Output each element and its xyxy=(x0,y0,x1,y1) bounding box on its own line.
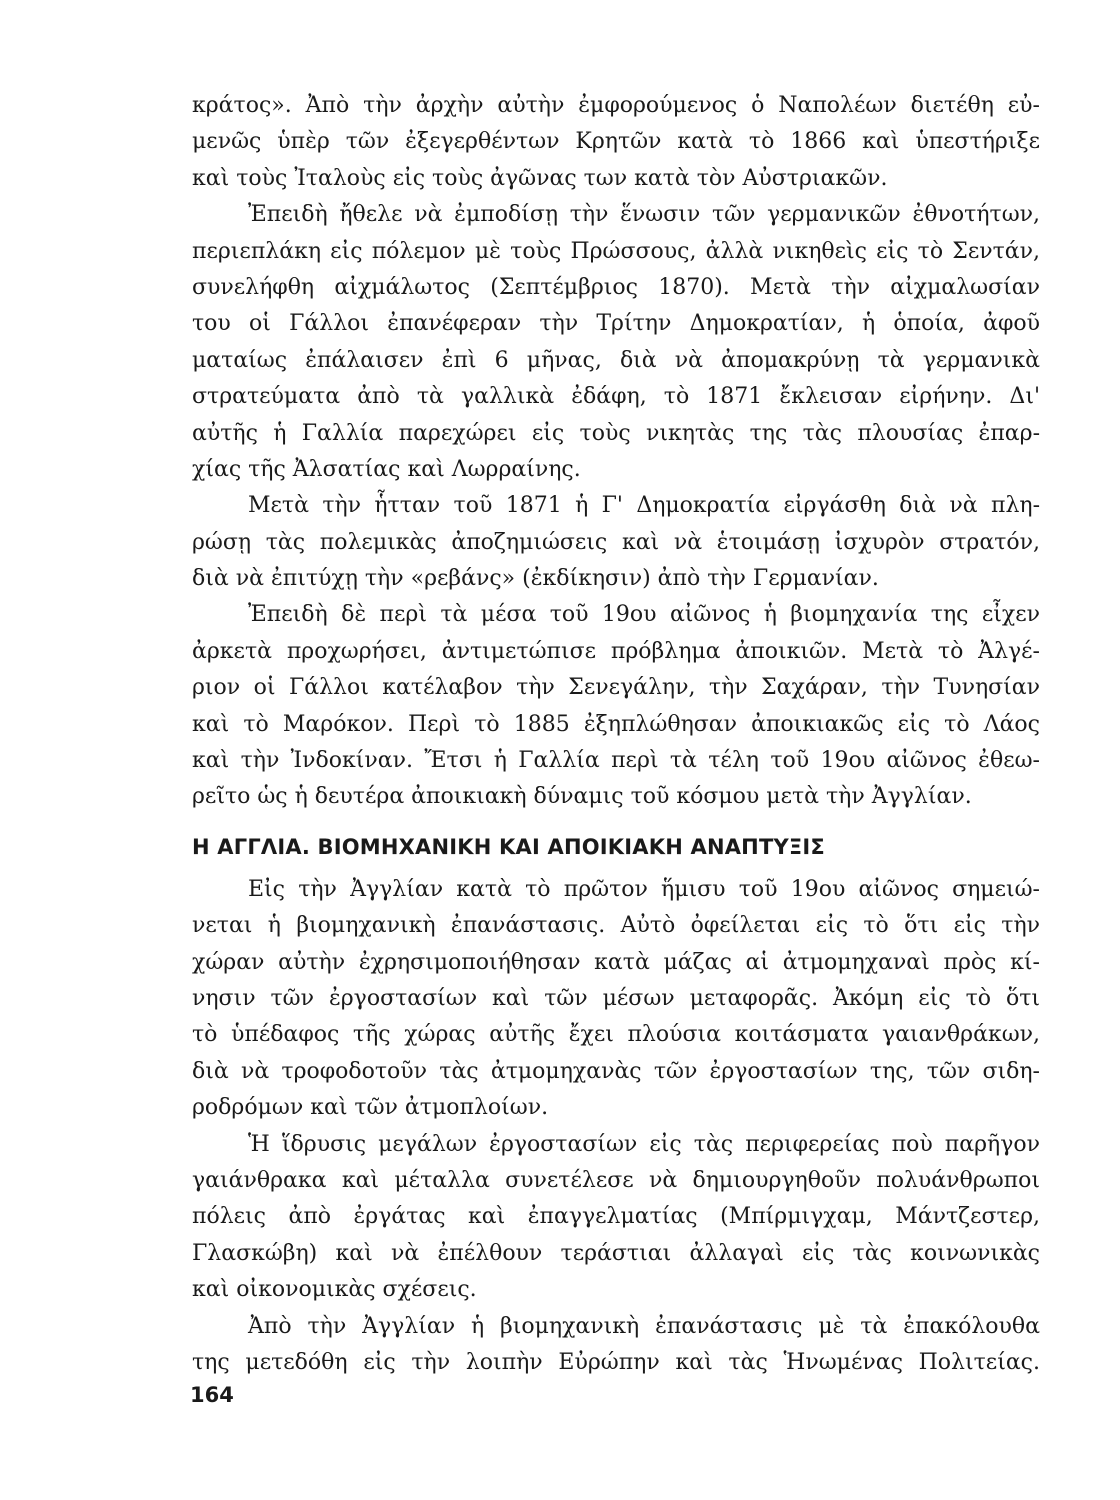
text-line: συνελήφθη αἰχμάλωτος (Σεπτέμβριος 1870). Μετὰ τὴν αἰχμαλωσίαν xyxy=(192,274,1040,300)
text-line: νησιν τῶν ἐργοστασίων καὶ τῶν μέσων μεταφορᾶς. Ἀκόμη εἰς τὸ ὅτι xyxy=(192,985,1040,1011)
body-text xyxy=(192,88,1040,1381)
text-line: ματαίως ἐπάλαισεν ἐπὶ 6 μῆνας, διὰ νὰ ἀπομακρύνῃ τὰ γερμανικὰ xyxy=(192,347,1040,373)
text-line: διὰ νὰ ἐπιτύχῃ τὴν «ρεβάνς» (ἐκδίκησιν) ἀπὸ τὴν Γερμανίαν. xyxy=(192,566,879,592)
text-line: γαιάνθρακα καὶ μέταλλα συνετέλεσε νὰ δημιουργηθοῦν πολυάνθρωποι xyxy=(192,1167,1040,1193)
text-line: ροδρόμων καὶ τῶν ἀτμοπλοίων. xyxy=(192,1095,549,1121)
page-number: 164 xyxy=(190,1383,234,1407)
text-line: Μετὰ τὴν ἧτταν τοῦ 1871 ἡ Γ' Δημοκρατία εἰργάσθη διὰ νὰ πλη- xyxy=(248,493,1040,519)
text-line: καὶ τὴν Ἰνδοκίναν. Ἔτσι ἡ Γαλλία περὶ τὰ τέλη τοῦ 19ου αἰῶνος ἐθεω- xyxy=(192,748,1040,774)
text-line: περιεπλάκη εἰς πόλεμον μὲ τοὺς Πρώσσους, ἀλλὰ νικηθεὶς εἰς τὸ Σεντάν, xyxy=(192,238,1040,264)
text-line: διὰ νὰ τροφοδοτοῦν τὰς ἀτμομηχανὰς τῶν ἐργοστασίων της, τῶν σιδη- xyxy=(192,1058,1040,1084)
text-line: χίας τῆς Ἀλσατίας καὶ Λωρραίνης. xyxy=(192,456,581,482)
text-line: Ἡ ἵδρυσις μεγάλων ἐργοστασίων εἰς τὰς περιφερείας ποὺ παρῆγον xyxy=(248,1131,1040,1157)
text-line: αὐτῆς ἡ Γαλλία παρεχώρει εἰς τοὺς νικητὰς της τὰς πλουσίας ἐπαρ- xyxy=(192,420,1040,446)
text-line: Εἰς τὴν Ἀγγλίαν κατὰ τὸ πρῶτον ἥμισυ τοῦ 19ου αἰῶνος σημειώ- xyxy=(248,876,1040,902)
text-line: καὶ τοὺς Ἰταλοὺς εἰς τοὺς ἀγῶνας των κατὰ τὸν Αὐστριακῶν. xyxy=(192,165,888,191)
text-line: Ἐπειδὴ δὲ περὶ τὰ μέσα τοῦ 19ου αἰῶνος ἡ βιομηχανία της εἶχεν xyxy=(248,602,1040,628)
text-line: Ἀπὸ τὴν Ἀγγλίαν ἡ βιομηχανικὴ ἐπανάστασις μὲ τὰ ἐπακόλουθα xyxy=(248,1313,1040,1339)
text-line: κράτος». Ἀπὸ τὴν ἀρχὴν αὐτὴν ἐμφορούμενος ὁ Ναπολέων διετέθη εὐ- xyxy=(192,93,1040,118)
text-line: μενῶς ὑπὲρ τῶν ἐξεγερθέντων Κρητῶν κατὰ τὸ 1866 καὶ ὑπεστήριξε xyxy=(192,129,1040,155)
text-line: χώραν αὐτὴν ἐχρησιμοποιήθησαν κατὰ μάζας αἱ ἀτμομηχαναὶ πρὸς κί- xyxy=(192,949,1040,975)
text-line: νεται ἡ βιομηχανικὴ ἐπανάστασις. Αὐτὸ ὀφείλεται εἰς τὸ ὅτι εἰς τὴν xyxy=(192,913,1040,939)
text-line: καὶ τὸ Μαρόκον. Περὶ τὸ 1885 ἐξηπλώθησαν ἀποικιακῶς εἰς τὸ Λάος xyxy=(192,711,1040,737)
text-line: ριον οἱ Γάλλοι κατέλαβον τὴν Σενεγάλην, τὴν Σαχάραν, τὴν Τυνησίαν xyxy=(192,675,1040,701)
text-line: ρώσῃ τὰς πολεμικὰς ἀποζημιώσεις καὶ νὰ ἑτοιμάσῃ ἰσχυρὸν στρατόν, xyxy=(192,529,1040,555)
text-line: στρατεύματα ἀπὸ τὰ γαλλικὰ ἐδάφη, τὸ 1871 ἔκλεισαν εἰρήνην. Δι' xyxy=(192,384,1040,410)
text-line: ρεῖτο ὡς ἡ δευτέρα ἀποικιακὴ δύναμις τοῦ κόσμου μετὰ τὴν Ἀγγλίαν. xyxy=(192,784,972,810)
text-line: του οἱ Γάλλοι ἐπανέφεραν τὴν Τρίτην Δημοκρατίαν, ἡ ὁποία, ἀφοῦ xyxy=(192,311,1040,337)
text-line: Ἐπειδὴ ἤθελε νὰ ἐμποδίσῃ τὴν ἕνωσιν τῶν γερμανικῶν ἐθνοτήτων, xyxy=(248,202,1040,228)
text-line: τὸ ὑπέδαφος τῆς χώρας αὐτῆς ἔχει πλούσια κοιτάσματα γαιανθράκων, xyxy=(192,1022,1040,1048)
text-line: Γλασκώβη) καὶ νὰ ἐπέλθουν τεράστιαι ἀλλαγαὶ εἰς τὰς κοινωνικὰς xyxy=(192,1240,1040,1266)
text-line: της μετεδόθη εἰς τὴν λοιπὴν Εὐρώπην καὶ τὰς Ἡνωμένας Πολιτείας. xyxy=(192,1349,1040,1375)
text-line: πόλεις ἀπὸ ἐργάτας καὶ ἐπαγγελματίας (Μπίρμιγχαμ, Μάντζεστερ, xyxy=(192,1204,1040,1230)
text-line: ἀρκετὰ προχωρήσει, ἀντιμετώπισε πρόβλημα ἀποικιῶν. Μετὰ τὸ Ἀλγέ- xyxy=(192,638,1040,664)
section-heading: Η ΑΓΓΛΙΑ. ΒΙΟΜΗΧΑΝΙΚΗ ΚΑΙ ΑΠΟΙΚΙΑΚΗ ΑΝΑΠΤΥΞΙΣ xyxy=(192,834,825,859)
text-line: καὶ οἰκονομικὰς σχέσεις. xyxy=(192,1277,477,1303)
